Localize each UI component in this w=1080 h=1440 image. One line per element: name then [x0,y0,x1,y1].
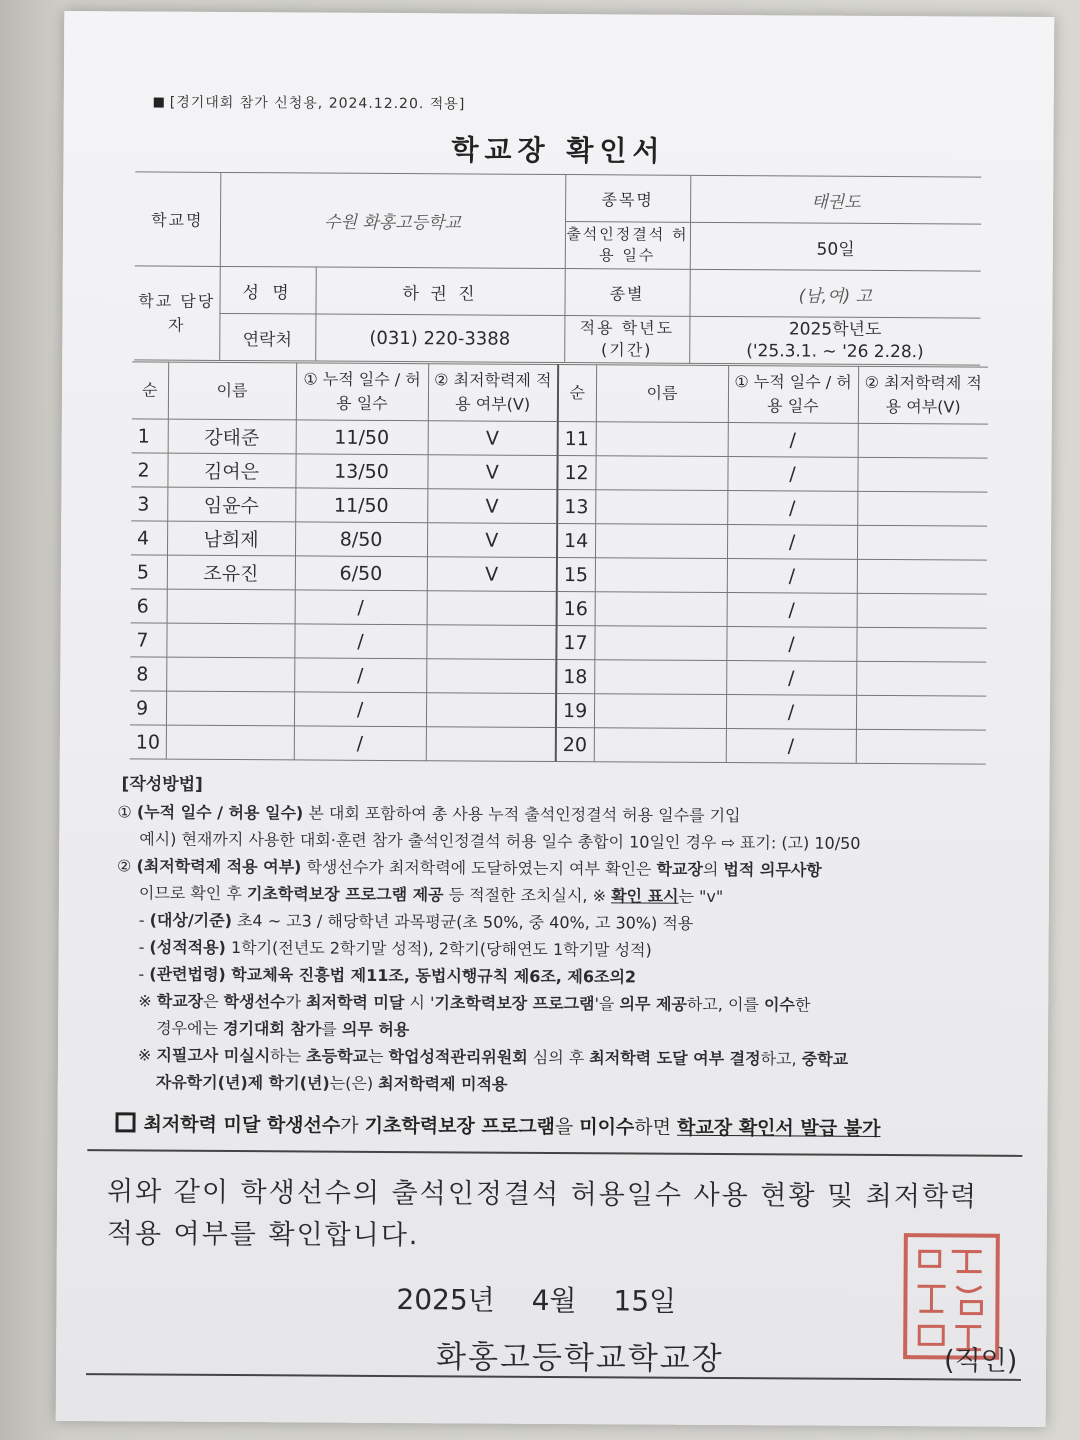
roster-cell-no: 2 [131,453,167,487]
roster-cell-applied: V [427,523,557,558]
roster-cell-days: / [726,695,856,730]
col-no-left: 순 [132,362,168,419]
roster-cell-applied [857,559,987,594]
table-row [131,555,987,594]
roster-cell-name: 남희제 [167,521,295,556]
method-line-4: 이므로 확인 후 기초학력보장 프로그램 제공 등 적절한 조치실시, ※ 확인 표시는 "v" [138,883,724,907]
table-row [131,487,987,526]
roster-cell-name [167,589,295,624]
roster-cell-no: 16 [557,592,595,626]
document-page [56,11,1055,1427]
method-line-5: - (대상/기준) 초4 ~ 고3 / 해당학년 과목평균(초 50%, 중 40%, 고 30%) 적용 [138,910,694,933]
roster-cell-no: 5 [131,555,167,589]
writing-method-section [116,771,1018,1100]
roster-cell-no: 12 [557,456,595,490]
roster-cell-days: / [727,559,857,594]
roster-cell-name [166,691,294,726]
roster-cell-name [166,623,294,658]
roster-cell-no: 1 [132,419,168,453]
roster-cell-no: 7 [130,623,166,657]
table-row [130,657,986,696]
date-year: 2025년 [396,1283,495,1317]
roster-cell-applied [857,525,987,560]
table-row [131,521,987,560]
contact-value: (031) 220-3388 [369,327,511,350]
roster-cell-no: 15 [557,558,595,592]
header-note-text: [경기대회 참가 신청용, 2024.12.20. 적용] [169,94,466,113]
method-title: [작성방법] [121,774,203,795]
roster-cell-name: 강태준 [168,419,296,454]
name-label: 성 명 [220,267,316,314]
roster-cell-days: / [726,627,856,662]
col-applied-right: ② 최저학력제 적용 여부(V) [858,366,988,424]
year-value: 2025학년도 [788,319,882,340]
roster-cell-applied: V [427,489,557,524]
roster-cell-applied [427,591,557,626]
contact-label: 연락처 [220,314,316,361]
col-days-left: ① 누적 일수 / 허용 일수 [296,363,428,421]
roster-cell-no: 6 [131,589,167,623]
roster-cell-name [595,524,727,559]
roster-cell-days: / [726,729,856,764]
roster-cell-days: / [726,661,856,696]
col-name-right: 이름 [596,365,728,423]
name-value: 하 권 진 [402,283,478,305]
roster-cell-days: / [295,590,427,625]
roster-cell-days: / [727,457,857,492]
col-no-right: 순 [558,365,596,422]
col-days-right: ① 누적 일수 / 허용 일수 [728,366,858,424]
roster-cell-applied [856,627,986,662]
roster-cell-days: 8/50 [295,522,427,557]
roster-cell-no: 11 [558,422,596,456]
event-value: 태권도 [690,175,981,224]
roster-cell-days: / [294,624,426,659]
table-row [130,725,986,764]
manager-label: 학교 담당자 [134,266,220,361]
confirmation-statement: 위와 같이 학생선수의 출석인정결석 허용일수 사용 현황 및 최저학력 적용 여부를 확인합니다. [106,1176,979,1252]
name-row [219,266,564,315]
roster-cell-applied: V [427,455,557,490]
roster-cell-name: 임윤수 [167,487,295,522]
roster-cell-applied [858,423,988,458]
roster-cell-applied [856,695,986,730]
roster-cell-no: 9 [130,691,166,725]
method-line-6: - (성적적용) 1학기(전년도 2학기말 성적), 2학기(당해연도 1학기말 성적) [138,937,652,960]
roster-cell-applied [857,457,987,492]
roster-cell-no: 10 [130,725,166,759]
roster-cell-days: 13/50 [295,454,427,489]
method-line-1: ① (누적 일수 / 허용 일수) 본 대회 포함하여 총 사용 누적 출석인정결석 허용 일수를 기입 [117,802,741,826]
roster-cell-days: 6/50 [295,556,427,591]
date-day: 15일 [613,1284,677,1318]
checkbox-icon [115,1112,135,1132]
school-label: 학교명 [135,172,221,267]
roster-cell-applied [857,491,987,526]
roster-cell-name [594,694,726,729]
roster-cell-days: / [728,423,858,458]
year-period: ('25.3.1. ~ '26 2.28.) [746,341,924,363]
roster-cell-name [595,456,727,491]
roster-cell-name [166,725,294,760]
roster-cell-applied [426,625,556,660]
roster-cell-days: / [294,726,426,761]
roster-cell-name [166,657,294,692]
issue-date [396,1278,676,1320]
roster-cell-days: / [294,658,426,693]
contact-row [219,313,564,362]
date-month: 4월 [531,1283,577,1318]
col-applied-left: ② 최저학력제 적용 여부(V) [428,364,558,422]
roster-cell-applied [426,693,556,728]
roster-cell-days: / [294,692,426,727]
roster-cell-name [596,422,728,457]
roster-cell-name: 조유진 [167,555,295,590]
roster-cell-applied: V [427,557,557,592]
method-line-10: ※ 지필고사 미실시하는 초등학교는 학업성적관리위원회 심의 후 최저학력 도달 여부 결정하고, 중학교 [137,1045,849,1069]
event-label: 종목명 [565,175,690,223]
school-info-table [134,171,981,365]
signer-name: 화홍고등학교학교장 [435,1339,724,1378]
roster-header-row [132,362,988,424]
roster-cell-applied [857,593,987,628]
square-bullet-icon [154,98,164,108]
school-value: 수원 화홍고등학교 [220,172,566,268]
method-line-3: ② (최저학력제 적용 여부) 학생선수가 최저학력에 도달하였는지 여부 확인은 학교장의 법적 의무사항 [117,856,822,880]
roster-cell-no: 14 [557,524,595,558]
roster-cell-days: / [727,593,857,628]
roster-cell-name: 김여은 [167,453,295,488]
roster-cell-name [595,592,727,627]
roster-cell-name [595,558,727,593]
method-line-7: - (관련법령) 학교체육 진흥법 제11조, 동법시행규칙 제6조, 제6조의2 [138,964,637,987]
roster-cell-no: 3 [131,487,167,521]
roster-cell-no: 8 [130,657,166,691]
seal-label: (직인) [943,1345,1018,1377]
allowed-days-label: 출석인정결석 허용 일수 [565,222,690,270]
gender-label: 종별 [564,269,689,317]
roster-cell-days: / [727,491,857,526]
year-cell [689,316,980,365]
issuance-notice: 최저학력 미달 학생선수가 기초학력보장 프로그램을 미이수하면 학교장 확인서 발급 불가 [115,1109,880,1141]
allowed-days-value: 50일 [690,222,981,271]
method-line-2: 예시) 현재까지 사용한 대회·훈련 참가 출석인정결석 허용 일수 총합이 10일인 경우 ⇨ 표기: (고) 10/50 [139,829,861,853]
roster-cell-name [594,728,726,763]
roster-cell-no: 20 [556,728,594,762]
student-roster-table [130,361,988,764]
header-note [154,92,466,114]
table-row [132,419,988,458]
divider-top [87,1149,1022,1157]
table-row [130,623,986,662]
roster-cell-days: / [727,525,857,560]
roster-cell-name [594,626,726,661]
method-line-11: 자유학기(년)제 학기(년)는(은) 최저학력제 미적용 [155,1072,508,1094]
roster-cell-applied [426,727,556,762]
year-label: 적용 학년도 (기간) [564,316,689,364]
roster-cell-name [595,490,727,525]
roster-cell-applied: V [428,421,558,456]
col-name-left: 이름 [168,362,296,420]
table-row [131,453,987,492]
roster-cell-no: 18 [556,660,594,694]
roster-cell-no: 4 [131,521,167,555]
roster-cell-no: 17 [556,626,594,660]
page-title: 학교장 확인서 [451,133,666,168]
roster-cell-name [594,660,726,695]
roster-cell-applied [856,729,986,764]
gender-value: (남,여) 고 [689,269,980,318]
roster-cell-no: 19 [556,694,594,728]
roster-cell-days: 11/50 [295,488,427,523]
roster-cell-days: 11/50 [296,420,428,455]
roster-cell-applied [426,659,556,694]
table-row [130,691,986,730]
roster-cell-no: 13 [557,490,595,524]
table-row [131,589,987,628]
roster-cell-applied [856,661,986,696]
method-line-9: 경우에는 경기대회 참가를 의무 허용 [156,1018,410,1040]
method-line-8: ※ 학교장은 학생선수가 최저학력 미달 시 '기초학력보장 프로그램'을 의무 제공하고, 이를 이수한 [138,991,811,1015]
